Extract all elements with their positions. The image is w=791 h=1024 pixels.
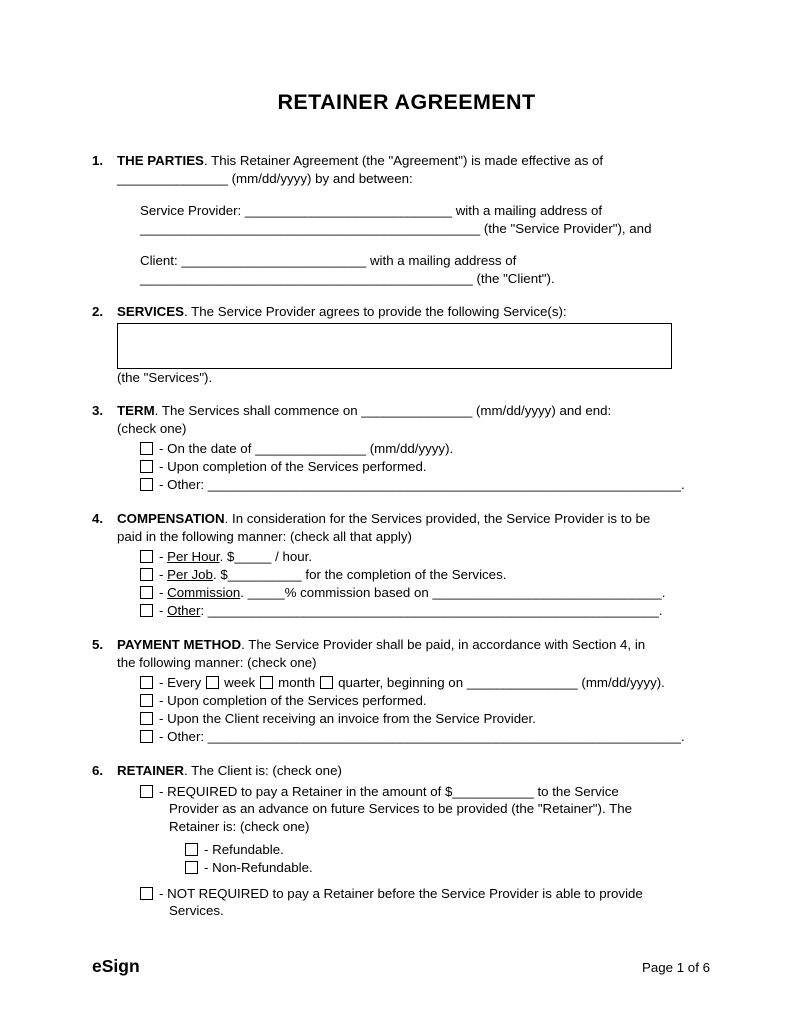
services-intro-line: [117, 303, 721, 321]
checkbox-month[interactable]: [260, 676, 273, 689]
payment-intro-line2: the following manner: (check one): [117, 654, 317, 670]
service-provider-line1: Service Provider: ____________________________ with a mailing address of: [140, 203, 603, 218]
month-label: month: [278, 675, 316, 690]
section-compensation: [92, 510, 721, 620]
section-number: 2.: [92, 304, 104, 319]
client-line1: Client: _________________________ with a mailing address of: [140, 253, 517, 268]
section-services: [92, 303, 721, 386]
checkbox-retainer-required[interactable]: [140, 785, 153, 798]
term-heading: TERM: [117, 403, 155, 418]
services-caption: (the "Services").: [117, 369, 213, 385]
retainer-option-required: [140, 783, 721, 836]
retainer-refund-options: [185, 841, 721, 877]
per-job-term: Per Job: [167, 567, 213, 582]
payment-intro-line1: [117, 636, 721, 654]
checkbox-retainer-not-required[interactable]: [140, 887, 153, 900]
client-paragraph: [140, 252, 721, 287]
term-option-date-label: - On the date of _______________ (mm/dd/yyyy).: [159, 441, 454, 456]
retainer-required-line2: Provider as an advance on future Services to be provided (the "Retainer"). The: [169, 801, 633, 816]
checkbox-per-job[interactable]: [140, 568, 153, 581]
retainer-not-required-label: [159, 885, 643, 920]
term-option-other-label: - Other: ________________________________________________________________.: [159, 477, 685, 492]
retainer-required-line3: Retainer is: (check one): [169, 818, 310, 834]
retainer-intro-line: [117, 762, 721, 780]
section-number: 5.: [92, 637, 104, 652]
checkbox-term-completion[interactable]: [140, 460, 153, 473]
service-provider-line2: ______________________________________________ (the "Service Provider"), and: [140, 220, 652, 236]
compensation-options: [140, 548, 721, 620]
checkbox-week[interactable]: [206, 676, 219, 689]
service-provider-paragraph: [140, 202, 721, 237]
term-intro-text: . The Services shall commence on _______________ (mm/dd/yyyy) and end:: [154, 403, 612, 418]
retainer-not-required-options: [140, 885, 721, 920]
per-job-label: [159, 566, 506, 584]
payment-heading: PAYMENT METHOD: [117, 637, 242, 652]
payment-option-every: [140, 674, 721, 692]
checkbox-compensation-other[interactable]: [140, 604, 153, 617]
term-option-date: [140, 440, 721, 458]
term-option-other: [140, 476, 721, 494]
commission-rest: . _____% commission based on _______________________________.: [240, 585, 666, 600]
checkbox-payment-every[interactable]: [140, 676, 153, 689]
retainer-required-line1: - REQUIRED to pay a Retainer in the amount of $___________ to the Service: [159, 783, 619, 799]
esign-logo: eSign: [92, 956, 140, 976]
quarter-label: quarter, beginning on _______________ (mm/dd/yyyy).: [338, 675, 665, 690]
per-hour-dash: -: [159, 549, 168, 564]
compensation-option-per-hour: [140, 548, 721, 566]
page-footer: [92, 956, 710, 977]
compensation-option-commission: [140, 584, 721, 602]
payment-option-other: [140, 728, 721, 746]
commission-label: [159, 584, 665, 602]
commission-dash: -: [159, 585, 168, 600]
term-intro-line1: [117, 402, 721, 420]
parties-heading: THE PARTIES: [117, 153, 204, 168]
compensation-intro-text: . In consideration for the Services provided, the Service Provider is to be: [224, 511, 651, 526]
compensation-other-rest: : _____________________________________________________________.: [200, 603, 663, 618]
services-intro-text: . The Service Provider agrees to provide the following Service(s):: [184, 304, 567, 319]
checkbox-refundable[interactable]: [185, 843, 198, 856]
page-title: RETAINER AGREEMENT: [277, 90, 536, 114]
checkbox-term-date[interactable]: [140, 442, 153, 455]
retainer-not-required-line1: - NOT REQUIRED to pay a Retainer before the Service Provider is able to provide: [159, 885, 643, 901]
compensation-other-term: Other: [167, 603, 201, 618]
parties-intro-line2: _______________ (mm/dd/yyyy) by and between:: [117, 170, 413, 186]
retainer-not-required-line2: Services.: [169, 903, 224, 918]
term-intro-line2: (check one): [117, 420, 187, 436]
section-number: 3.: [92, 403, 104, 418]
client-line2: _____________________________________________ (the "Client").: [140, 270, 555, 286]
per-hour-term: Per Hour: [167, 549, 220, 564]
week-label: week: [224, 675, 256, 690]
per-job-rest: . $__________ for the completion of the Services.: [212, 567, 507, 582]
services-heading: SERVICES: [117, 304, 185, 319]
retainer-option-refundable: [185, 841, 721, 859]
page-number: Page 1 of 6: [641, 960, 710, 975]
retainer-option-non-refundable: [185, 859, 721, 877]
per-hour-label: [159, 548, 312, 566]
payment-other-label: - Other: ________________________________________________________________.: [159, 729, 685, 744]
retainer-heading: RETAINER: [117, 763, 184, 778]
term-option-completion: [140, 458, 721, 476]
commission-term: Commission: [167, 585, 241, 600]
payment-every-label: [159, 674, 665, 692]
payment-option-invoice: [140, 710, 721, 728]
section-payment-method: [92, 636, 721, 746]
term-option-completion-label: - Upon completion of the Services performed.: [159, 459, 427, 474]
retainer-intro-text: . The Client is: (check one): [183, 763, 342, 778]
payment-intro-text: . The Service Provider shall be paid, in accordance with Section 4, in: [241, 637, 646, 652]
checkbox-non-refundable[interactable]: [185, 861, 198, 874]
section-number: 4.: [92, 511, 104, 526]
payment-invoice-label: - Upon the Client receiving an invoice from the Service Provider.: [159, 711, 536, 726]
term-options: [140, 440, 721, 494]
checkbox-payment-completion[interactable]: [140, 694, 153, 707]
payment-every-text: - Every: [159, 675, 202, 690]
checkbox-term-other[interactable]: [140, 478, 153, 491]
retainer-options: [140, 783, 721, 836]
checkbox-payment-other[interactable]: [140, 730, 153, 743]
compensation-option-other: [140, 602, 721, 620]
section-number: 6.: [92, 763, 104, 778]
checkbox-quarter[interactable]: [320, 676, 333, 689]
per-hour-rest: . $_____ / hour.: [219, 549, 313, 564]
payment-options: [140, 674, 721, 746]
checkbox-per-hour[interactable]: [140, 550, 153, 563]
section-retainer: [92, 762, 721, 920]
payment-option-completion: [140, 692, 721, 710]
services-input-box[interactable]: [117, 323, 672, 369]
refundable-label: - Refundable.: [204, 842, 284, 857]
compensation-option-per-job: [140, 566, 721, 584]
retainer-required-label: [159, 783, 632, 836]
retainer-option-not-required: [140, 885, 721, 920]
compensation-intro-line2: paid in the following manner: (check all that apply): [117, 528, 412, 544]
payment-completion-label: - Upon completion of the Services performed.: [159, 693, 427, 708]
compensation-other-dash: -: [159, 603, 168, 618]
section-term: [92, 402, 721, 494]
compensation-intro-line1: [117, 510, 721, 528]
non-refundable-label: - Non-Refundable.: [204, 860, 313, 875]
compensation-other-label: [159, 602, 663, 620]
section-number: 1.: [92, 153, 104, 168]
checkbox-payment-invoice[interactable]: [140, 712, 153, 725]
per-job-dash: -: [159, 567, 168, 582]
checkbox-commission[interactable]: [140, 586, 153, 599]
parties-intro-text: . This Retainer Agreement (the "Agreement") is made effective as of: [203, 153, 604, 168]
parties-intro-line1: [117, 152, 721, 170]
section-parties: [92, 152, 721, 287]
compensation-heading: COMPENSATION: [117, 511, 225, 526]
